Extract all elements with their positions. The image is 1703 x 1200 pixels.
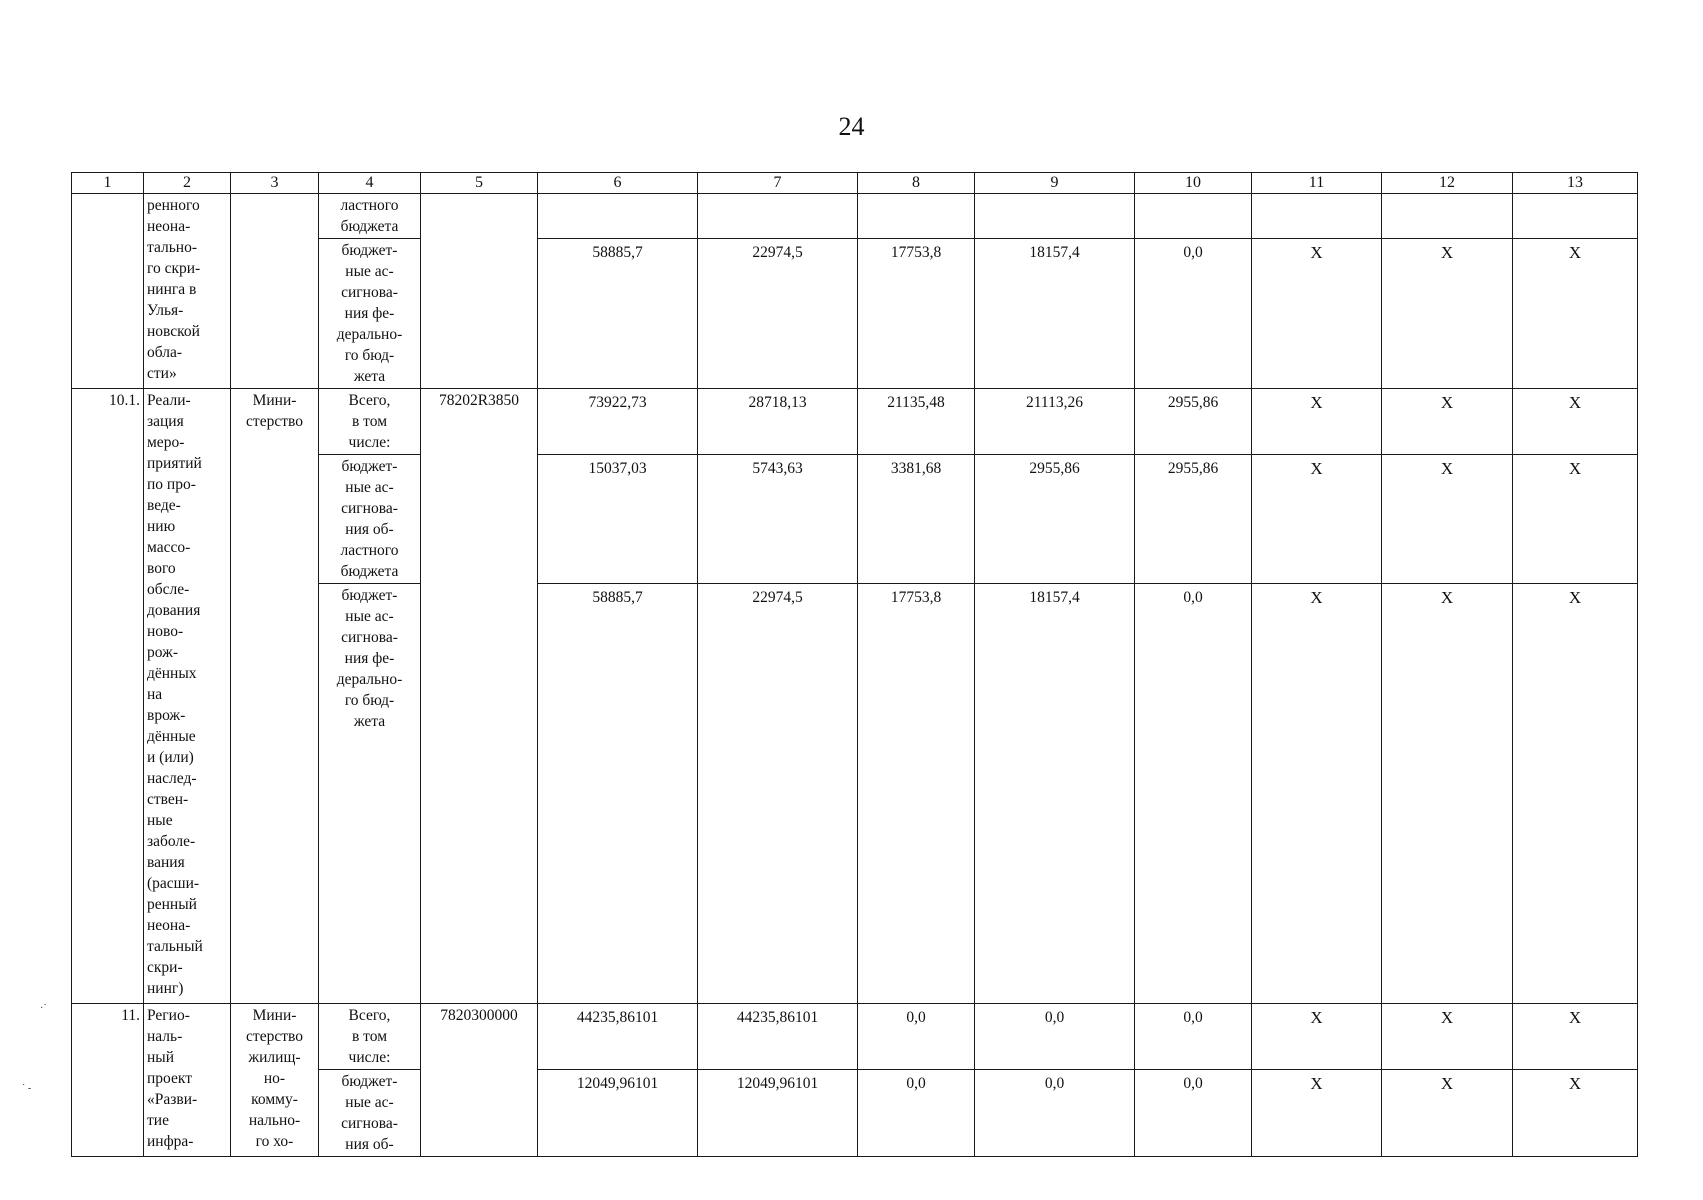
value-cell: 44235,86101 [538,1004,698,1070]
funding-source: бюджет- ные ас- сигнова- ния об- ластного бюджета [319,455,421,584]
value-cell: 15037,03 [538,455,698,584]
value-cell: 0,0 [1135,584,1252,1004]
value-cell: 73922,73 [538,389,698,455]
budget-table [71,172,1638,1157]
page-number: 24 [838,112,865,141]
value-cell [1135,194,1252,239]
value-cell: 12049,96101 [698,1070,858,1157]
value-cell: X [1513,455,1638,584]
value-cell: 5743,63 [698,455,858,584]
responsible-executor [231,194,319,389]
column-header: 1 [72,173,144,194]
funding-source: бюджет- ные ас- сигнова- ния об- [319,1070,421,1157]
column-header: 7 [698,173,858,194]
funding-source: бюджет- ные ас- сигнова- ния фе- дерально- го бюд- жета [319,584,421,1004]
value-cell: X [1382,1004,1513,1070]
value-cell [538,194,698,239]
budget-code: 7820300000 [421,1004,538,1157]
column-header: 9 [975,173,1135,194]
value-cell: 0,0 [1135,1004,1252,1070]
value-cell: 18157,4 [975,239,1135,389]
value-cell: 0,0 [975,1070,1135,1157]
table-row [72,194,1638,239]
value-cell: 21135,48 [858,389,975,455]
value-cell: X [1382,389,1513,455]
value-cell [1513,194,1638,239]
value-cell: 17753,8 [858,239,975,389]
table-row [72,389,1638,455]
value-cell [698,194,858,239]
column-header: 4 [319,173,421,194]
value-cell: 2955,86 [1135,455,1252,584]
scan-speck: ·˙ [40,1003,47,1014]
value-cell: 22974,5 [698,584,858,1004]
table-row [72,1004,1638,1070]
budget-code: 78202R3850 [421,389,538,1004]
row-number: 10.1. [72,389,144,1004]
funding-source: бюджет- ные ас- сигнова- ния фе- дерально- го бюд- жета [319,239,421,389]
funding-source: ластного бюджета [319,194,421,239]
value-cell: 58885,7 [538,584,698,1004]
value-cell: 3381,68 [858,455,975,584]
row-number [72,194,144,389]
row-number: 11. [72,1004,144,1157]
value-cell: 2955,86 [975,455,1135,584]
column-header: 5 [421,173,538,194]
value-cell: X [1382,1070,1513,1157]
header-row [72,173,1638,194]
value-cell: 0,0 [1135,239,1252,389]
value-cell [975,194,1135,239]
measure-name: Регио- наль- ный проект «Разви- тие инфра- [144,1004,231,1157]
column-header: 10 [1135,173,1252,194]
value-cell: X [1513,1070,1638,1157]
value-cell: X [1382,584,1513,1004]
value-cell: X [1513,584,1638,1004]
funding-source: Всего, в том числе: [319,1004,421,1070]
column-header: 6 [538,173,698,194]
value-cell: 18157,4 [975,584,1135,1004]
column-header: 8 [858,173,975,194]
value-cell: 21113,26 [975,389,1135,455]
value-cell: X [1382,239,1513,389]
value-cell: X [1513,389,1638,455]
column-header: 11 [1252,173,1382,194]
value-cell: 2955,86 [1135,389,1252,455]
responsible-executor: Мини- стерство жилищ- но- комму- нально- го хо- [231,1004,319,1157]
value-cell: X [1252,239,1382,389]
value-cell: 44235,86101 [698,1004,858,1070]
measure-name: ренного неона- тально- го скри- нинга в Улья- новской обла- сти» [144,194,231,389]
value-cell: 58885,7 [538,239,698,389]
measure-name: Реали- зация меро- приятий по про- веде- нию массо- вого обсле- дования ново- рож- дённых на врож- дённые и (или) наслед- ствен- ные заболе- вания (расши- ренный неона- тальный скри- нинг) [144,389,231,1004]
value-cell: X [1252,389,1382,455]
value-cell: X [1382,455,1513,584]
budget-code [421,194,538,389]
column-header: 3 [231,173,319,194]
value-cell: X [1513,1004,1638,1070]
column-header: 13 [1513,173,1638,194]
value-cell: X [1252,1004,1382,1070]
column-header: 12 [1382,173,1513,194]
value-cell: 0,0 [1135,1070,1252,1157]
value-cell: 0,0 [858,1004,975,1070]
value-cell: X [1252,584,1382,1004]
value-cell: 12049,96101 [538,1070,698,1157]
value-cell: 0,0 [858,1070,975,1157]
value-cell: 28718,13 [698,389,858,455]
funding-source: Всего, в том числе: [319,389,421,455]
value-cell: 17753,8 [858,584,975,1004]
value-cell: X [1252,1070,1382,1157]
value-cell [858,194,975,239]
value-cell: X [1252,455,1382,584]
value-cell: X [1513,239,1638,389]
value-cell [1252,194,1382,239]
scan-speck: ˙ - [22,1083,32,1094]
value-cell [1382,194,1513,239]
value-cell: 0,0 [975,1004,1135,1070]
column-header: 2 [144,173,231,194]
value-cell: 22974,5 [698,239,858,389]
responsible-executor: Мини- стерство [231,389,319,1004]
